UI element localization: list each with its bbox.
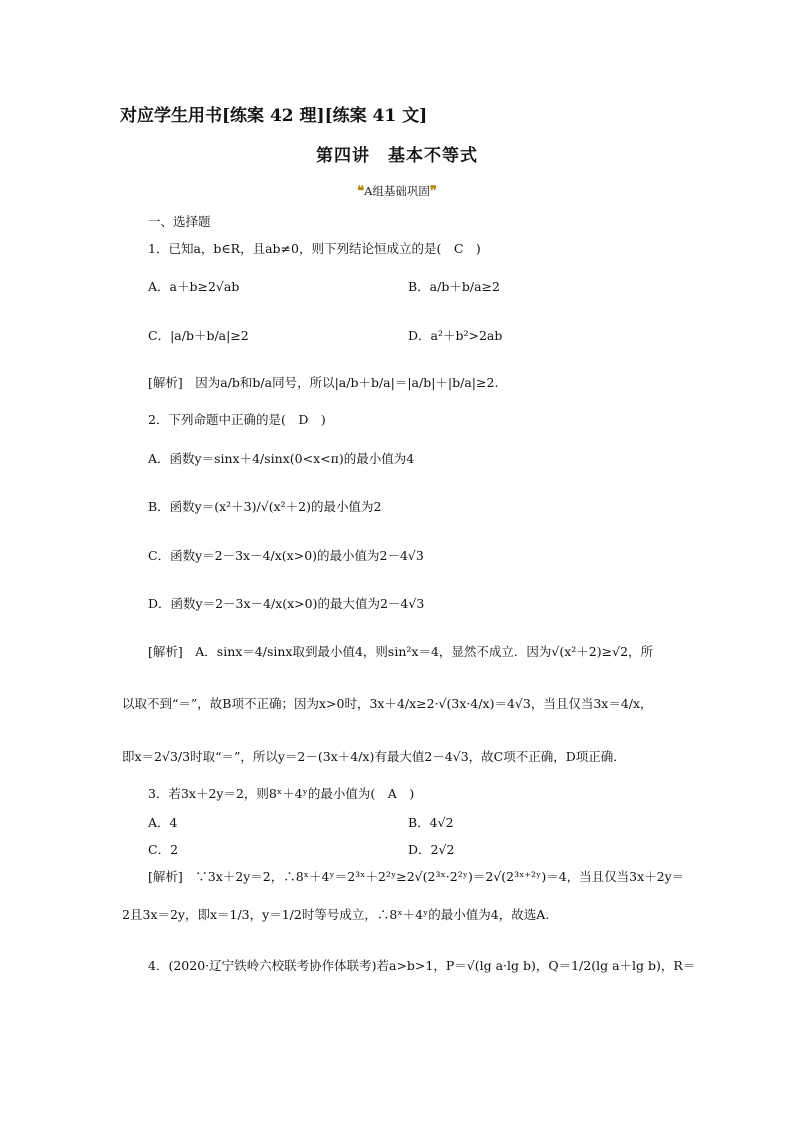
q1-stem: 1．已知a，b∈R，且ab≠0，则下列结论恒成立的是( C ) [148,241,481,256]
close-quote-ornament-icon: ❞ [429,184,437,199]
q3-analysis-line-2: 2且3x＝2y，即x＝1/3，y＝1/2时等号成立，∴8ˣ＋4ʸ的最小值为4，故选A. [122,907,550,922]
q3-option-b: B．4√2 [408,815,454,830]
section-heading: 一、选择题 [148,214,211,229]
group-title: A组基础巩固 [364,184,430,198]
q2-option-c: C．函数y＝2－3x－4/x(x>0)的最小值为2－4√3 [148,548,424,563]
q4-stem: 4．(2020·辽宁铁岭六校联考协作体联考)若a>b>1，P＝√(lg a·lg b)，Q＝1/2(lg a＋lg b)，R＝ [148,958,696,973]
q1-option-b: B．a/b＋b/a≥2 [408,279,500,294]
open-quote-ornament-icon: ❝ [357,184,365,199]
q3-option-a: A．4 [148,815,178,830]
q1-option-a: A．a＋b≥2√ab [148,279,240,294]
q1-analysis: [解析] 因为a/b和b/a同号，所以|a/b＋b/a|＝|a/b|＋|b/a|≥2. [148,375,499,390]
q2-analysis-line-3: 即x＝2√3/3时取“＝”，所以y＝2－(3x＋4/x)有最大值2－4√3，故C项不正确，D项正确． [122,749,626,764]
q3-stem: 3．若3x＋2y＝2，则8ˣ＋4ʸ的最小值为( A ) [148,786,415,801]
q1-option-c: C．|a/b＋b/a|≥2 [148,328,249,343]
q3-option-c: C．2 [148,842,179,857]
group-title-banner [0,183,794,199]
lecture-title: 第四讲 基本不等式 [316,146,478,166]
q3-option-d: D．2√2 [408,842,455,857]
q2-option-b: B．函数y＝(x²＋3)/√(x²＋2)的最小值为2 [148,499,382,514]
q2-stem: 2．下列命题中正确的是( D ) [148,412,326,427]
q2-analysis-line-1: [解析] A．sinx＝4/sinx取到最小值4，则sin²x＝4，显然不成立．因为√(x²＋2)≥√2，所 [148,644,654,659]
q1-option-d: D．a²＋b²>2ab [408,328,503,343]
q2-option-d: D．函数y＝2－3x－4/x(x>0)的最大值为2－4√3 [148,596,425,611]
q3-analysis-line-1: [解析] ∵3x＋2y＝2，∴8ˣ＋4ʸ＝2³ˣ＋2²ʸ≥2√(2³ˣ·2²ʸ)＝2√(2³ˣ⁺²ʸ)＝4，当且仅当3x＋2y＝ [148,869,685,884]
q2-option-a: A．函数y＝sinx＋4/sinx(0<x<π)的最小值为4 [148,451,415,466]
page-header: 对应学生用书[练案 42 理][练案 41 文] [120,106,428,126]
q2-analysis-line-2: 以取不到“＝”，故B项不正确；因为x>0时，3x＋4/x≥2·√(3x·4/x)＝4√3，当且仅当3x＝4/x， [122,696,653,711]
